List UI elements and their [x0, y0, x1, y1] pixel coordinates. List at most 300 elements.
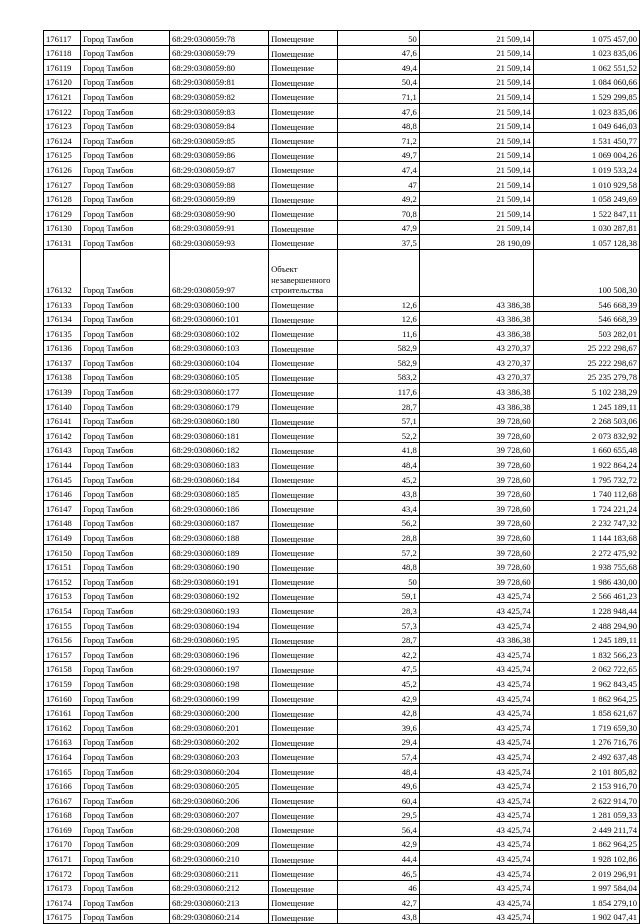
area-cell: 11,6: [338, 326, 419, 341]
cadastral-value-cell: 1 049 646,03: [533, 118, 639, 133]
table-row: [44, 486, 640, 501]
locality-cell: Город Тамбов: [81, 296, 170, 311]
locality-cell: Город Тамбов: [81, 220, 170, 235]
locality-cell: Город Тамбов: [81, 705, 170, 720]
cadastral-value-cell: 546 668,39: [533, 296, 639, 311]
table-row: [44, 632, 640, 647]
locality-cell: Город Тамбов: [81, 45, 170, 60]
object-type-cell: Помещение: [269, 734, 338, 749]
table-row: [44, 162, 640, 177]
table-row: [44, 822, 640, 837]
row-number-cell: 176141: [44, 413, 81, 428]
cadastral-number-cell: 68:29:0308060:194: [170, 617, 269, 632]
object-type-cell: Помещение: [269, 909, 338, 924]
cadastral-number-cell: 68:29:0308060:203: [170, 749, 269, 764]
cadastral-number-cell: 68:29:0308059:88: [170, 176, 269, 191]
locality-cell: Город Тамбов: [81, 880, 170, 895]
object-type-cell: Помещение: [269, 574, 338, 589]
object-type-cell: Помещение: [269, 31, 338, 46]
object-type-cell: Помещение: [269, 720, 338, 735]
object-type-cell: Помещение: [269, 749, 338, 764]
object-type-cell: Помещение: [269, 705, 338, 720]
object-type-cell: Помещение: [269, 515, 338, 530]
locality-cell: Город Тамбов: [81, 617, 170, 632]
locality-cell: Город Тамбов: [81, 690, 170, 705]
row-number-cell: 176167: [44, 793, 81, 808]
area-cell: 48,8: [338, 118, 419, 133]
object-type-cell: Помещение: [269, 778, 338, 793]
cadastral-number-cell: 68:29:0308060:204: [170, 763, 269, 778]
cadastral-number-cell: 68:29:0308060:102: [170, 326, 269, 341]
row-number-cell: 176155: [44, 617, 81, 632]
row-number-cell: 176123: [44, 118, 81, 133]
locality-cell: Город Тамбов: [81, 384, 170, 399]
table-row: [44, 661, 640, 676]
object-type-cell: Помещение: [269, 588, 338, 603]
cadastral-value-cell: 1 057 128,38: [533, 235, 639, 250]
specific-value-cell: 39 728,60: [419, 442, 533, 457]
specific-value-cell: 28 190,09: [419, 235, 533, 250]
table-row: [44, 676, 640, 691]
locality-cell: Город Тамбов: [81, 176, 170, 191]
area-cell: 59,1: [338, 588, 419, 603]
area-cell: 28,3: [338, 603, 419, 618]
object-type-cell: Помещение: [269, 399, 338, 414]
specific-value-cell: 21 509,14: [419, 176, 533, 191]
specific-value-cell: 39 728,60: [419, 457, 533, 472]
specific-value-cell: 39 728,60: [419, 486, 533, 501]
object-type-cell: Помещение: [269, 647, 338, 662]
row-number-cell: 176149: [44, 530, 81, 545]
row-number-cell: 176164: [44, 749, 81, 764]
area-cell: 49,4: [338, 60, 419, 75]
object-type-cell: Помещение: [269, 676, 338, 691]
cadastral-value-cell: 1 724 221,24: [533, 501, 639, 516]
specific-value-cell: 21 509,14: [419, 133, 533, 148]
area-cell: 45,2: [338, 472, 419, 487]
cadastral-number-cell: 68:29:0308060:191: [170, 574, 269, 589]
locality-cell: Город Тамбов: [81, 74, 170, 89]
area-cell: 47: [338, 176, 419, 191]
area-cell: 46: [338, 880, 419, 895]
specific-value-cell: 43 425,74: [419, 705, 533, 720]
row-number-cell: 176160: [44, 690, 81, 705]
area-cell: 49,7: [338, 147, 419, 162]
cadastral-value-cell: 2 153 916,70: [533, 778, 639, 793]
row-number-cell: 176171: [44, 851, 81, 866]
object-type-cell: Помещение: [269, 661, 338, 676]
object-type-cell: Помещение: [269, 617, 338, 632]
specific-value-cell: 43 425,74: [419, 793, 533, 808]
cadastral-number-cell: 68:29:0308060:195: [170, 632, 269, 647]
row-number-cell: 176168: [44, 807, 81, 822]
object-type-cell: Помещение: [269, 60, 338, 75]
specific-value-cell: 43 386,38: [419, 296, 533, 311]
row-number-cell: 176126: [44, 162, 81, 177]
table-row: [44, 133, 640, 148]
object-type-cell: Помещение: [269, 176, 338, 191]
cadastral-value-cell: 1 245 189,11: [533, 632, 639, 647]
cadastral-value-cell: 100 508,30: [533, 249, 639, 296]
area-cell: 50: [338, 31, 419, 46]
area-cell: 582,9: [338, 340, 419, 355]
specific-value-cell: 21 509,14: [419, 74, 533, 89]
locality-cell: Город Тамбов: [81, 206, 170, 221]
table-row: [44, 559, 640, 574]
object-type-cell: Помещение: [269, 822, 338, 837]
locality-cell: Город Тамбов: [81, 355, 170, 370]
object-type-cell: Помещение: [269, 89, 338, 104]
cadastral-number-cell: 68:29:0308060:197: [170, 661, 269, 676]
table-row: [44, 89, 640, 104]
area-cell: 57,2: [338, 545, 419, 560]
locality-cell: Город Тамбов: [81, 588, 170, 603]
cadastral-value-cell: 546 668,39: [533, 311, 639, 326]
area-cell: 48,4: [338, 457, 419, 472]
cadastral-value-cell: 1 997 584,04: [533, 880, 639, 895]
object-type-cell: Помещение: [269, 162, 338, 177]
object-type-cell: Помещение: [269, 220, 338, 235]
row-number-cell: 176174: [44, 895, 81, 910]
specific-value-cell: 39 728,60: [419, 559, 533, 574]
object-type-cell: Помещение: [269, 895, 338, 910]
specific-value-cell: 43 425,74: [419, 909, 533, 924]
cadastral-number-cell: 68:29:0308060:212: [170, 880, 269, 895]
specific-value-cell: 43 425,74: [419, 807, 533, 822]
cadastral-number-cell: 68:29:0308060:211: [170, 866, 269, 881]
specific-value-cell: 39 728,60: [419, 428, 533, 443]
cadastral-number-cell: 68:29:0308060:208: [170, 822, 269, 837]
locality-cell: Город Тамбов: [81, 866, 170, 881]
table-row: [44, 690, 640, 705]
cadastral-value-cell: 1 069 004,26: [533, 147, 639, 162]
row-number-cell: 176140: [44, 399, 81, 414]
area-cell: 29,5: [338, 807, 419, 822]
table-row: [44, 807, 640, 822]
cadastral-value-cell: 2 073 832,92: [533, 428, 639, 443]
object-type-cell: Помещение: [269, 690, 338, 705]
specific-value-cell: 43 425,74: [419, 866, 533, 881]
table-row: [44, 369, 640, 384]
area-cell: 57,4: [338, 749, 419, 764]
cadastral-value-cell: 1 245 189,11: [533, 399, 639, 414]
area-cell: 42,9: [338, 690, 419, 705]
cadastral-value-cell: 1 832 566,23: [533, 647, 639, 662]
specific-value-cell: 21 509,14: [419, 45, 533, 60]
row-number-cell: 176159: [44, 676, 81, 691]
cadastral-number-cell: 68:29:0308060:214: [170, 909, 269, 924]
cadastral-value-cell: 25 222 298,67: [533, 340, 639, 355]
locality-cell: Город Тамбов: [81, 249, 170, 296]
row-number-cell: 176157: [44, 647, 81, 662]
area-cell: 43,4: [338, 501, 419, 516]
area-cell: 43,8: [338, 486, 419, 501]
cadastral-value-cell: 25 235 279,78: [533, 369, 639, 384]
locality-cell: Город Тамбов: [81, 530, 170, 545]
cadastral-number-cell: 68:29:0308060:189: [170, 545, 269, 560]
cadastral-number-cell: 68:29:0308060:101: [170, 311, 269, 326]
specific-value-cell: 43 425,74: [419, 778, 533, 793]
object-type-cell: Помещение: [269, 836, 338, 851]
table-row: [44, 413, 640, 428]
area-cell: 47,5: [338, 661, 419, 676]
table-row: [44, 118, 640, 133]
cadastral-number-cell: 68:29:0308059:90: [170, 206, 269, 221]
table-row: [44, 778, 640, 793]
cadastral-value-cell: 2 566 461,23: [533, 588, 639, 603]
locality-cell: Город Тамбов: [81, 545, 170, 560]
locality-cell: Город Тамбов: [81, 909, 170, 924]
object-type-cell: Помещение: [269, 632, 338, 647]
cadastral-number-cell: 68:29:0308059:81: [170, 74, 269, 89]
object-type-cell: Помещение: [269, 235, 338, 250]
specific-value-cell: 43 425,74: [419, 617, 533, 632]
specific-value-cell: 39 728,60: [419, 545, 533, 560]
locality-cell: Город Тамбов: [81, 103, 170, 118]
area-cell: 47,4: [338, 162, 419, 177]
row-number-cell: 176150: [44, 545, 81, 560]
object-type-cell: Помещение: [269, 880, 338, 895]
locality-cell: Город Тамбов: [81, 428, 170, 443]
area-cell: 46,5: [338, 866, 419, 881]
cadastral-value-cell: 2 101 805,82: [533, 763, 639, 778]
table-row: [44, 296, 640, 311]
area-cell: 12,6: [338, 296, 419, 311]
locality-cell: Город Тамбов: [81, 895, 170, 910]
row-number-cell: 176137: [44, 355, 81, 370]
table-row: [44, 836, 640, 851]
area-cell: 47,6: [338, 103, 419, 118]
locality-cell: Город Тамбов: [81, 369, 170, 384]
cadastral-number-cell: 68:29:0308060:201: [170, 720, 269, 735]
cadastral-number-cell: 68:29:0308060:196: [170, 647, 269, 662]
cadastral-number-cell: 68:29:0308060:207: [170, 807, 269, 822]
cadastral-value-cell: 1 922 864,24: [533, 457, 639, 472]
area-cell: 47,6: [338, 45, 419, 60]
object-type-cell: Помещение: [269, 866, 338, 881]
area-cell: 49,2: [338, 191, 419, 206]
specific-value-cell: 43 386,38: [419, 384, 533, 399]
row-number-cell: 176127: [44, 176, 81, 191]
object-type-cell: Помещение: [269, 807, 338, 822]
area-cell: 39,6: [338, 720, 419, 735]
area-cell: 56,2: [338, 515, 419, 530]
cadastral-value-cell: 1 228 948,44: [533, 603, 639, 618]
cadastral-value-table: [43, 30, 640, 924]
object-type-cell: Помещение: [269, 103, 338, 118]
locality-cell: Город Тамбов: [81, 191, 170, 206]
table-body: [44, 31, 640, 924]
locality-cell: Город Тамбов: [81, 235, 170, 250]
locality-cell: Город Тамбов: [81, 311, 170, 326]
specific-value-cell: 21 509,14: [419, 220, 533, 235]
row-number-cell: 176128: [44, 191, 81, 206]
locality-cell: Город Тамбов: [81, 31, 170, 46]
object-type-cell: Помещение: [269, 413, 338, 428]
object-type-cell: Помещение: [269, 851, 338, 866]
cadastral-number-cell: 68:29:0308059:82: [170, 89, 269, 104]
area-cell: 50,4: [338, 74, 419, 89]
area-cell: 45,2: [338, 676, 419, 691]
locality-cell: Город Тамбов: [81, 559, 170, 574]
row-number-cell: 176162: [44, 720, 81, 735]
table-row: [44, 428, 640, 443]
object-type-cell: Помещение: [269, 369, 338, 384]
cadastral-value-cell: 1 854 279,10: [533, 895, 639, 910]
cadastral-number-cell: 68:29:0308059:85: [170, 133, 269, 148]
cadastral-value-cell: 1 075 457,00: [533, 31, 639, 46]
locality-cell: Город Тамбов: [81, 632, 170, 647]
specific-value-cell: 43 270,37: [419, 355, 533, 370]
object-type-cell: Помещение: [269, 191, 338, 206]
specific-value-cell: 43 425,74: [419, 880, 533, 895]
cadastral-value-cell: 1 529 299,85: [533, 89, 639, 104]
area-cell: 43,8: [338, 909, 419, 924]
cadastral-number-cell: 68:29:0308060:213: [170, 895, 269, 910]
row-number-cell: 176134: [44, 311, 81, 326]
cadastral-number-cell: 68:29:0308060:179: [170, 399, 269, 414]
locality-cell: Город Тамбов: [81, 486, 170, 501]
specific-value-cell: 43 425,74: [419, 836, 533, 851]
cadastral-value-cell: 1 084 060,66: [533, 74, 639, 89]
specific-value-cell: 21 509,14: [419, 89, 533, 104]
table-row: [44, 574, 640, 589]
row-number-cell: 176173: [44, 880, 81, 895]
locality-cell: Город Тамбов: [81, 807, 170, 822]
locality-cell: Город Тамбов: [81, 734, 170, 749]
area-cell: 12,6: [338, 311, 419, 326]
cadastral-number-cell: 68:29:0308059:89: [170, 191, 269, 206]
area-cell: 28,7: [338, 399, 419, 414]
specific-value-cell: 43 386,38: [419, 399, 533, 414]
cadastral-value-cell: 2 272 475,92: [533, 545, 639, 560]
locality-cell: Город Тамбов: [81, 89, 170, 104]
table-row: [44, 763, 640, 778]
cadastral-number-cell: 68:29:0308060:200: [170, 705, 269, 720]
object-type-cell: Помещение: [269, 486, 338, 501]
row-number-cell: 176166: [44, 778, 81, 793]
row-number-cell: 176120: [44, 74, 81, 89]
specific-value-cell: 21 509,14: [419, 206, 533, 221]
area-cell: 42,7: [338, 895, 419, 910]
area-cell: 60,4: [338, 793, 419, 808]
table-row: [44, 355, 640, 370]
cadastral-value-cell: 1 928 102,86: [533, 851, 639, 866]
locality-cell: Город Тамбов: [81, 147, 170, 162]
area-cell: 42,8: [338, 705, 419, 720]
object-type-cell: Объект незавершенного строительства: [269, 249, 338, 296]
row-number-cell: 176147: [44, 501, 81, 516]
area-cell: 41,8: [338, 442, 419, 457]
cadastral-number-cell: 68:29:0308060:186: [170, 501, 269, 516]
locality-cell: Город Тамбов: [81, 326, 170, 341]
specific-value-cell: 21 509,14: [419, 162, 533, 177]
cadastral-value-cell: 2 622 914,70: [533, 793, 639, 808]
object-type-cell: Помещение: [269, 384, 338, 399]
cadastral-number-cell: 68:29:0308060:210: [170, 851, 269, 866]
object-type-cell: Помещение: [269, 457, 338, 472]
cadastral-number-cell: 68:29:0308060:205: [170, 778, 269, 793]
table-row: [44, 545, 640, 560]
table-row: [44, 311, 640, 326]
locality-cell: Город Тамбов: [81, 457, 170, 472]
cadastral-value-cell: 1 281 059,33: [533, 807, 639, 822]
specific-value-cell: 39 728,60: [419, 501, 533, 516]
cadastral-number-cell: 68:29:0308060:185: [170, 486, 269, 501]
area-cell: 44,4: [338, 851, 419, 866]
cadastral-number-cell: 68:29:0308059:91: [170, 220, 269, 235]
specific-value-cell: 43 270,37: [419, 340, 533, 355]
table-row: [44, 472, 640, 487]
specific-value-cell: 39 728,60: [419, 574, 533, 589]
cadastral-value-cell: 2 488 294,90: [533, 617, 639, 632]
cadastral-number-cell: 68:29:0308060:209: [170, 836, 269, 851]
cadastral-number-cell: 68:29:0308060:192: [170, 588, 269, 603]
table-row: [44, 31, 640, 46]
row-number-cell: 176121: [44, 89, 81, 104]
object-type-cell: Помещение: [269, 45, 338, 60]
cadastral-value-cell: 1 062 551,52: [533, 60, 639, 75]
locality-cell: Город Тамбов: [81, 793, 170, 808]
object-type-cell: Помещение: [269, 311, 338, 326]
row-number-cell: 176125: [44, 147, 81, 162]
specific-value-cell: 43 386,38: [419, 311, 533, 326]
cadastral-value-cell: 1 030 287,81: [533, 220, 639, 235]
table-row: [44, 442, 640, 457]
specific-value-cell: 39 728,60: [419, 413, 533, 428]
cadastral-value-cell: 1 522 847,11: [533, 206, 639, 221]
cadastral-value-cell: 5 102 238,29: [533, 384, 639, 399]
object-type-cell: Помещение: [269, 472, 338, 487]
cadastral-number-cell: 68:29:0308059:78: [170, 31, 269, 46]
cadastral-number-cell: 68:29:0308060:184: [170, 472, 269, 487]
locality-cell: Город Тамбов: [81, 647, 170, 662]
table-row: [44, 895, 640, 910]
cadastral-number-cell: 68:29:0308060:104: [170, 355, 269, 370]
table-row: [44, 617, 640, 632]
cadastral-number-cell: 68:29:0308060:198: [170, 676, 269, 691]
area-cell: 48,4: [338, 763, 419, 778]
object-type-cell: Помещение: [269, 603, 338, 618]
specific-value-cell: 43 425,74: [419, 661, 533, 676]
table-row: [44, 588, 640, 603]
row-number-cell: 176138: [44, 369, 81, 384]
cadastral-value-cell: 1 962 843,45: [533, 676, 639, 691]
specific-value-cell: 43 425,74: [419, 603, 533, 618]
area-cell: 50: [338, 574, 419, 589]
table-row: [44, 749, 640, 764]
cadastral-number-cell: 68:29:0308059:97: [170, 249, 269, 296]
locality-cell: Город Тамбов: [81, 661, 170, 676]
object-type-cell: Помещение: [269, 133, 338, 148]
locality-cell: Город Тамбов: [81, 822, 170, 837]
area-cell: 42,9: [338, 836, 419, 851]
cadastral-number-cell: 68:29:0308060:103: [170, 340, 269, 355]
object-type-cell: Помещение: [269, 428, 338, 443]
area-cell: [338, 249, 419, 296]
area-cell: 57,3: [338, 617, 419, 632]
row-number-cell: 176131: [44, 235, 81, 250]
specific-value-cell: 43 425,74: [419, 749, 533, 764]
row-number-cell: 176163: [44, 734, 81, 749]
cadastral-number-cell: 68:29:0308060:180: [170, 413, 269, 428]
cadastral-number-cell: 68:29:0308060:105: [170, 369, 269, 384]
cadastral-value-cell: 1 719 659,30: [533, 720, 639, 735]
specific-value-cell: [419, 249, 533, 296]
cadastral-value-cell: 1 902 047,41: [533, 909, 639, 924]
cadastral-value-cell: 1 023 835,06: [533, 45, 639, 60]
object-type-cell: Помещение: [269, 530, 338, 545]
